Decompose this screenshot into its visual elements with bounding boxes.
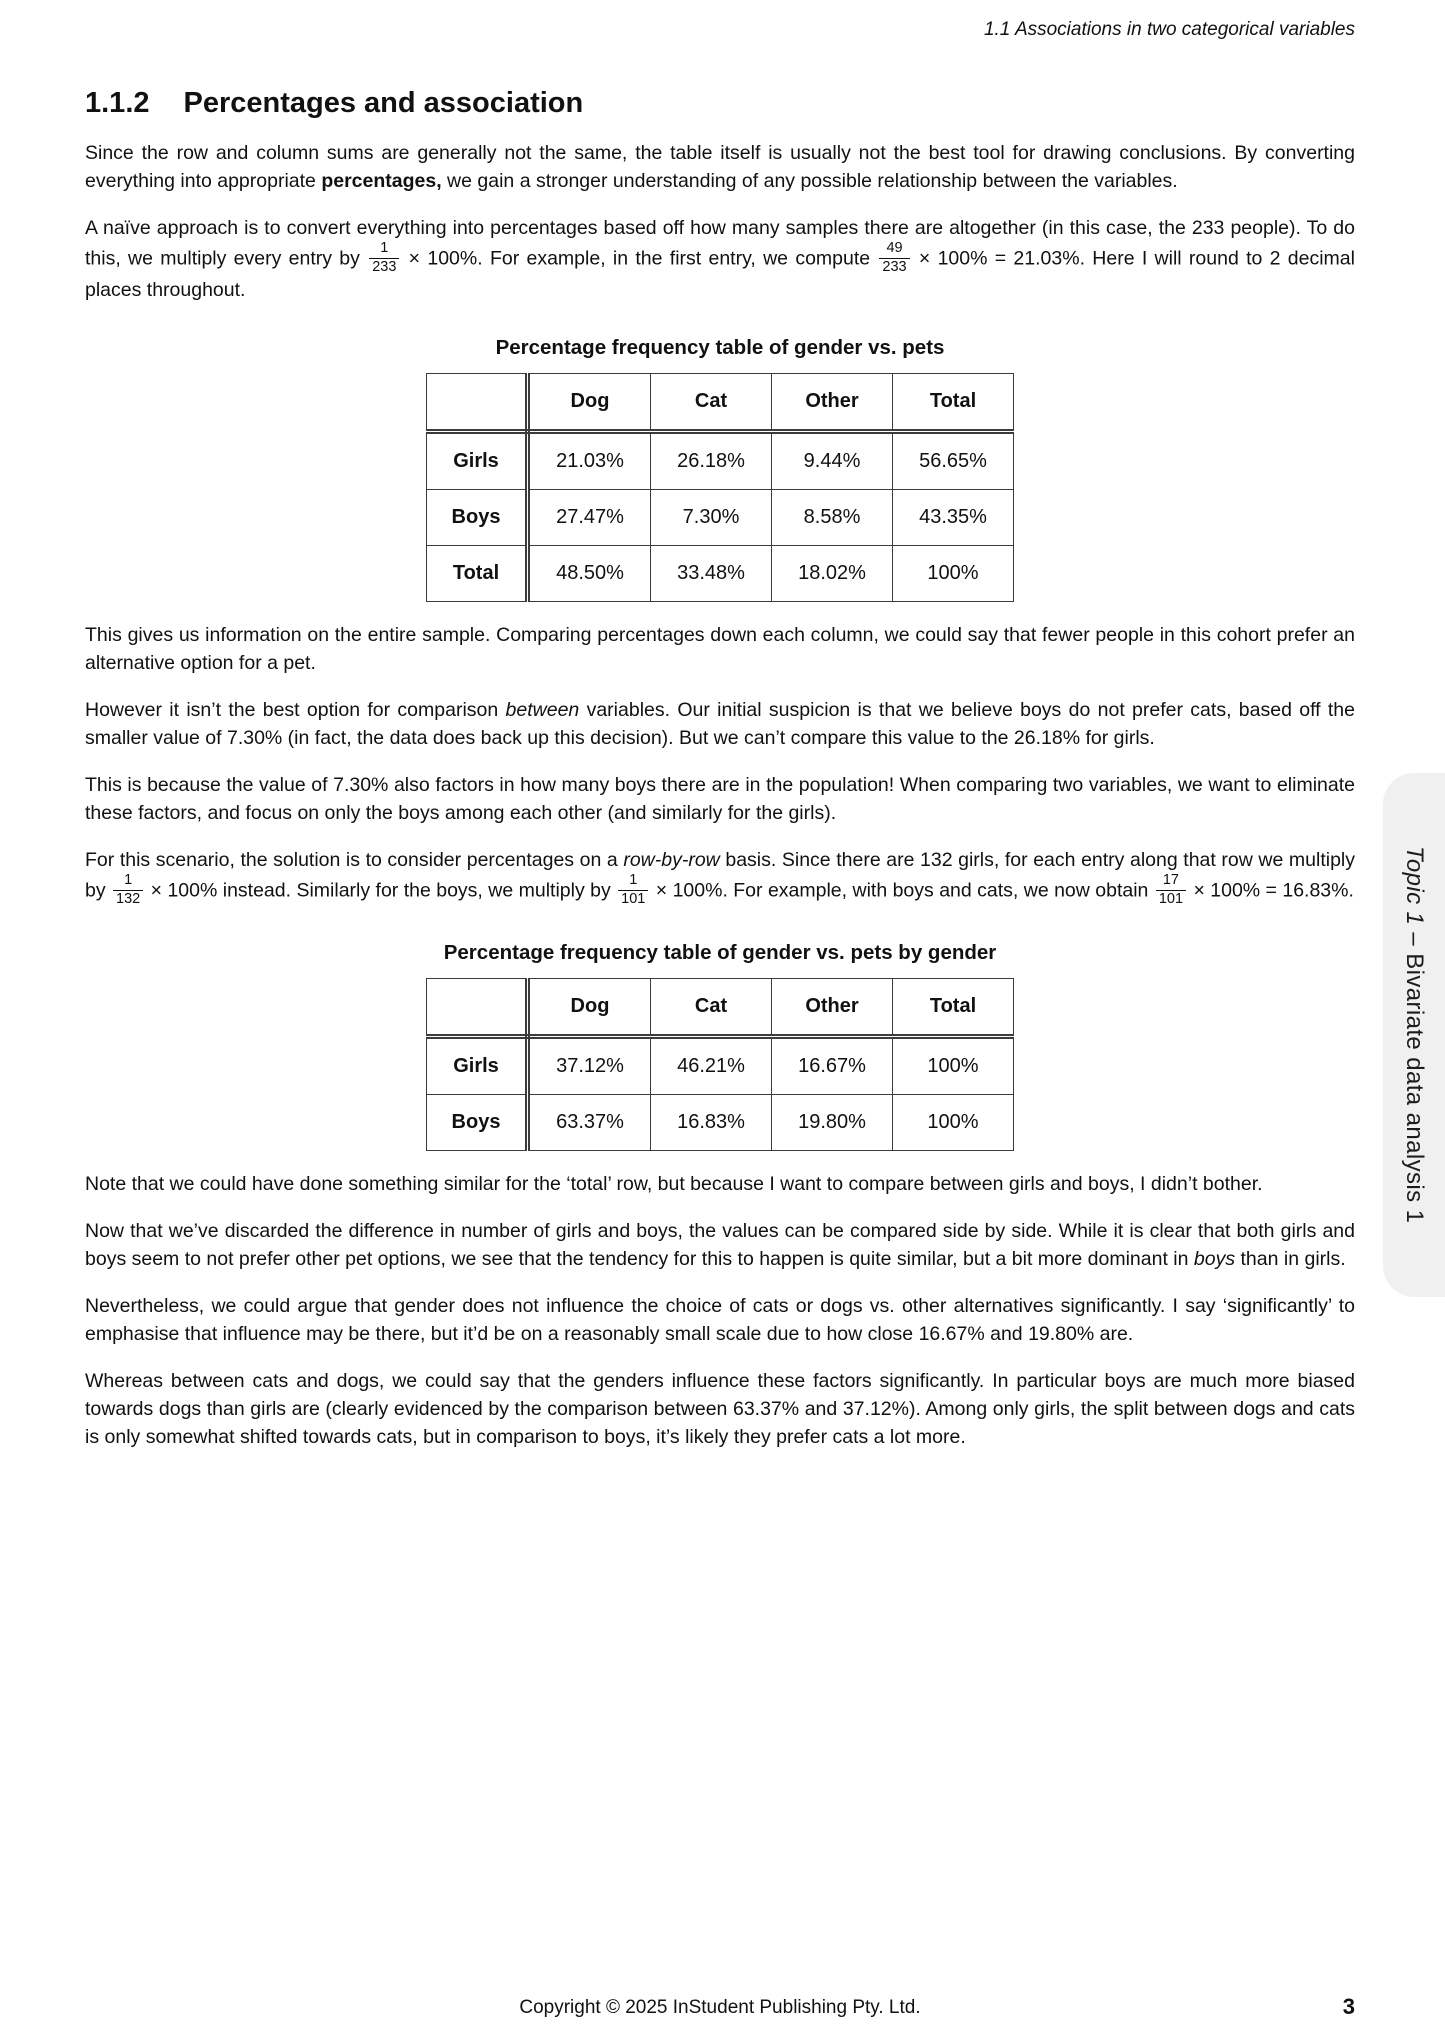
fraction-1-132 <box>113 873 143 907</box>
table2-col-cat: Cat <box>651 978 772 1036</box>
table-cell: 18.02% <box>772 546 893 602</box>
paragraph-text: than in girls. <box>1235 1247 1346 1270</box>
topic-number-label: Topic 1 – <box>1401 846 1428 954</box>
paragraph-naive-approach <box>85 214 1355 304</box>
table-cell: 46.21% <box>651 1036 772 1094</box>
section-heading <box>85 86 1355 120</box>
fraction-1-101 <box>618 873 648 907</box>
topic-title-label: Bivariate data analysis 1 <box>1401 953 1428 1224</box>
fraction-numerator: 49 <box>886 240 903 256</box>
paragraph-text: variables. Our initial suspicion is that we believe boys do not prefer cats, based off the smaller value of 7.30% (in fact, the data does back up this decision). But we can’t compare this value to the 26.18% for girls. <box>85 699 1355 750</box>
fraction-denominator: 233 <box>879 258 909 276</box>
table-cell: 7.30% <box>651 490 772 546</box>
table-cell: 43.35% <box>893 490 1014 546</box>
topic-sidebar-label <box>1400 846 1428 1223</box>
paragraph-text: However it isn’t the best option for comparison <box>85 699 506 722</box>
page-number: 3 <box>1342 1994 1355 2019</box>
table-cell: 63.37% <box>528 1094 651 1150</box>
table-cell: 100% <box>893 546 1014 602</box>
table2-row-boys <box>427 1094 1014 1150</box>
fraction-denominator: 132 <box>113 890 143 908</box>
fraction-numerator: 1 <box>629 872 638 889</box>
paragraph-total-row-note: Note that we could have done something similar for the ‘total’ row, but because I want to compare between girls and boys, I didn’t bother. <box>85 1172 1263 1195</box>
table-cell: 37.12% <box>528 1036 651 1094</box>
fraction-numerator: 1 <box>124 872 133 889</box>
table-cell: 33.48% <box>651 546 772 602</box>
paragraph-text: we gain a stronger understanding of any possible relationship between the variables. <box>441 170 1178 192</box>
paragraph-text: For this scenario, the solution is to consider percentages on a <box>85 849 624 872</box>
paragraph-text: × 100% = 16.83%. <box>1188 879 1354 902</box>
paragraph-text: basis. Since there are 132 girls, for each entry along that row we multiply by <box>85 849 1356 902</box>
copyright-notice: Copyright © 2025 InStudent Publishing Pty. Ltd. <box>519 1997 921 2018</box>
table-cell: 19.80% <box>772 1094 893 1150</box>
fraction-17-101 <box>1156 873 1186 907</box>
fraction-49-233 <box>879 241 909 275</box>
table2-col-total: Total <box>893 978 1014 1036</box>
table1-caption: Percentage frequency table of gender vs. pets <box>495 336 945 360</box>
fraction-denominator: 233 <box>369 258 399 276</box>
fraction-numerator: 17 <box>1162 872 1179 889</box>
row-label: Total <box>427 546 528 602</box>
paragraph-text: × 100% instead. Similarly for the boys, we multiply by <box>145 879 617 902</box>
fraction-denominator: 101 <box>618 890 648 908</box>
table-cell: 16.67% <box>772 1036 893 1094</box>
topic-sidebar-tab <box>1383 773 1445 1297</box>
row-label: Boys <box>427 1094 528 1150</box>
fraction-numerator: 1 <box>380 240 389 256</box>
table-cell: 56.65% <box>893 432 1014 490</box>
paragraph-text: Since the row and column sums are generally not the same, the table itself is usually not the best tool for drawing conclusions. By converting everything into appropriate <box>85 142 1355 192</box>
table-cell: 27.47% <box>528 490 651 546</box>
table-gender-vs-pets <box>426 373 1014 602</box>
table2-col-other: Other <box>772 978 893 1036</box>
paragraph-text-italic: boys <box>1193 1247 1236 1270</box>
section-title: Percentages and association <box>183 87 584 119</box>
paragraph-entire-sample: This gives us information on the entire sample. Comparing percentages down each column, we could say that fewer people in this cohort prefer an alternative option for a pet. <box>85 624 1355 675</box>
paragraph-population-factor: This is because the value of 7.30% also factors in how many boys there are in the population! When comparing two variables, we want to eliminate these factors, and focus on only the boys among each other (and similarly for the girls). <box>85 774 1355 825</box>
table2-row-girls <box>427 1036 1014 1094</box>
table1-row-total <box>427 546 1014 602</box>
paragraph-text: A naïve approach is to convert everything into percentages based off how many samples there are altogether (in this case, the 233 people). To do this, we multiply every entry by <box>85 217 1355 270</box>
table1-col-total: Total <box>893 374 1014 432</box>
paragraph-side-by-side <box>85 1217 1355 1273</box>
table-pets-by-gender <box>426 978 1014 1151</box>
paragraph-text-bold: percentages, <box>321 170 442 192</box>
table-cell: 26.18% <box>651 432 772 490</box>
paragraph-intro <box>85 139 1355 195</box>
table-cell: 16.83% <box>651 1094 772 1150</box>
paragraph-text: × 100%. For example, in the first entry, we compute <box>401 247 878 270</box>
paragraph-text: × 100% = 21.03%. Here I will round to 2 decimal places throughout. <box>85 247 1355 302</box>
paragraph-cats-vs-dogs: Whereas between cats and dogs, we could say that the genders influence these factors significantly. In particular boys are much more biased towards dogs than girls are (clearly evidenced by the comparison between 63.37% and 37.12%). Among only girls, the split between dogs and cats is only somewhat shifted towards cats, but in comparison to boys, it’s likely they prefer cats a lot more. <box>85 1369 1355 1448</box>
table1-header-row <box>427 374 1014 432</box>
paragraph-between-variables <box>85 696 1355 752</box>
table1-row-girls <box>427 432 1014 490</box>
table-cell: 100% <box>893 1036 1014 1094</box>
page-footer <box>85 1994 1355 2019</box>
table2-corner-cell <box>427 978 528 1036</box>
table-cell: 21.03% <box>528 432 651 490</box>
row-label: Girls <box>427 432 528 490</box>
running-header: 1.1 Associations in two categorical variables <box>983 19 1355 40</box>
table-cell: 9.44% <box>772 432 893 490</box>
paragraph-row-by-row <box>85 846 1355 908</box>
page-content <box>85 0 1355 1451</box>
table1-col-dog: Dog <box>528 374 651 432</box>
paragraph-text: Now that we’ve discarded the difference in number of girls and boys, the values can be compared side by side. While it is clear that both girls and boys seem to not prefer other pet options, we see that the tendency for this to happen is quite similar, but a bit more dominant in <box>85 1219 1355 1270</box>
table-cell: 48.50% <box>528 546 651 602</box>
table1-corner-cell <box>427 374 528 432</box>
table-cell: 8.58% <box>772 490 893 546</box>
paragraph-text-italic: row-by-row <box>623 849 720 872</box>
table2-col-dog: Dog <box>528 978 651 1036</box>
table-cell: 100% <box>893 1094 1014 1150</box>
table1-col-other: Other <box>772 374 893 432</box>
paragraph-text-italic: between <box>505 699 580 722</box>
row-label: Girls <box>427 1036 528 1094</box>
fraction-denominator: 101 <box>1156 890 1186 908</box>
table1-col-cat: Cat <box>651 374 772 432</box>
paragraph-text: × 100%. For example, with boys and cats, we now obtain <box>650 879 1154 902</box>
table2-caption: Percentage frequency table of gender vs. pets by gender <box>443 940 997 964</box>
table1-row-boys <box>427 490 1014 546</box>
table2-header-row <box>427 978 1014 1036</box>
row-label: Boys <box>427 490 528 546</box>
section-number: 1.1.2 <box>85 87 150 119</box>
paragraph-significance: Nevertheless, we could argue that gender does not influence the choice of cats or dogs vs. other alternatives significantly. I say ‘significantly’ to emphasise that influence may be there, but it’d be on a reasonably small scale due to how close 16.67% and 19.80% are. <box>85 1294 1355 1345</box>
fraction-1-233 <box>369 241 399 275</box>
